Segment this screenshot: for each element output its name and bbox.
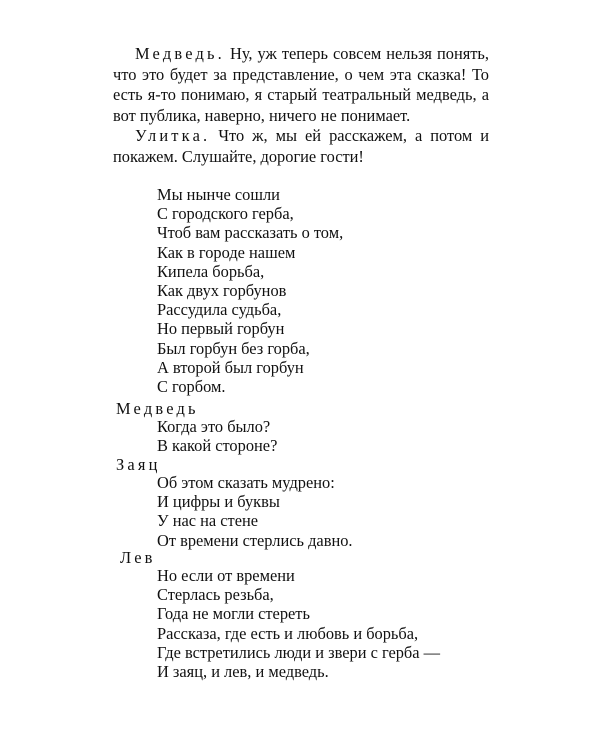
poem-line: Был горбун без горба, bbox=[157, 338, 310, 358]
poem-line: Как двух горбунов bbox=[157, 281, 287, 301]
poem-stanza bbox=[157, 185, 343, 396]
role-bear: Медведь bbox=[116, 399, 199, 418]
verse-bear bbox=[157, 417, 277, 455]
verse-line: Рассказа, где есть и любовь и борьба, bbox=[157, 623, 419, 643]
verse-line: Где встретились люди и звери с герба — bbox=[157, 642, 441, 662]
poem-line: А второй был горбун bbox=[157, 357, 304, 377]
role-hare: Заяц bbox=[116, 455, 161, 474]
verse-line: И заяц, и лев, и медведь. bbox=[157, 662, 329, 682]
speaker-snail: Улитка. bbox=[135, 126, 211, 146]
prose-text: Что ж, мы ей расскажем, а потом и покажем. Слушайте, дорогие гости! bbox=[113, 126, 489, 166]
poem-line: С городского герба, bbox=[157, 204, 294, 224]
prose-paragraph-bear bbox=[113, 44, 489, 126]
verse-line: От времени стерлись давно. bbox=[157, 530, 353, 550]
prose-text: Ну, уж теперь совсем нельзя понять, что это будет за представление, о чем эта сказка! То есть я-то понимаю, я старый театральный медведь, а вот публика, наверно, ничего не понимает. bbox=[113, 44, 489, 125]
prose-paragraph-snail bbox=[113, 126, 489, 167]
verse-line: Об этом сказать мудрено: bbox=[157, 473, 335, 492]
role-lion: Лев bbox=[120, 548, 156, 567]
verse-line: В какой стороне? bbox=[157, 436, 278, 456]
verse-hare bbox=[157, 473, 353, 550]
verse-line: У нас на стене bbox=[157, 511, 259, 531]
poem-line: Но первый горбун bbox=[157, 319, 285, 339]
verse-line: Стерлась резьба, bbox=[157, 585, 274, 605]
poem-line: Рассудила судьба, bbox=[157, 300, 282, 320]
poem-line: Как в городе нашем bbox=[157, 242, 296, 262]
verse-line: Года не могли стереть bbox=[157, 604, 310, 624]
verse-line: И цифры и буквы bbox=[157, 492, 280, 512]
verse-lion bbox=[157, 566, 440, 681]
speaker-bear: Медведь. bbox=[135, 44, 225, 63]
verse-line: Когда это было? bbox=[157, 417, 271, 436]
poem-line: Чтоб вам рассказать о том, bbox=[157, 223, 344, 243]
verse-line: Но если от времени bbox=[157, 566, 295, 585]
prose-block bbox=[113, 44, 489, 168]
poem-line: Кипела борьба, bbox=[157, 261, 265, 281]
poem-line: С горбом. bbox=[157, 377, 226, 397]
poem-line: Мы нынче сошли bbox=[157, 185, 280, 204]
